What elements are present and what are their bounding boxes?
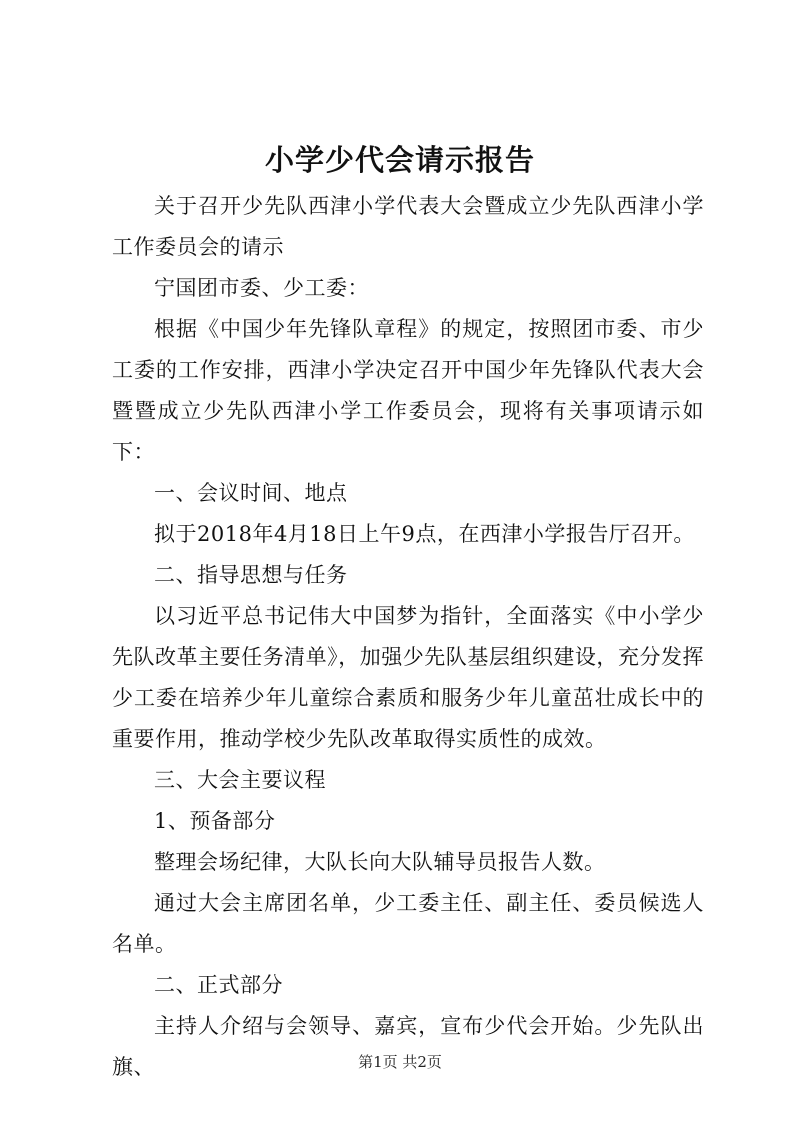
paragraph-formal-opening: 主持人介绍与会领导、嘉宾，宣布少代会开始。少先队出旗、 [112, 1014, 704, 1079]
paragraph-addressee: 宁国团市委、少工委： [154, 276, 369, 300]
paragraph-introduction: 根据《中国少年先锋队章程》的规定，按照团市委、市少工委的工作安排，西津小学决定召开中国少年先锋队代表大会暨暨成立少先队西津小学工作委员会，现将有关事项请示如下： [112, 317, 704, 464]
paragraph-time-place: 拟于2018年4月18日上午9点，在西津小学报告厅召开。 [154, 522, 695, 546]
section-heading-agenda: 三、大会主要议程 [154, 768, 326, 792]
paragraph-request-subject: 关于召开少先队西津小学代表大会暨成立少先队西津小学工作委员会的请示 [112, 194, 704, 259]
paragraph-guiding-thought: 以习近平总书记伟大中国梦为指针，全面落实《中小学少先队改革主要任务清单》，加强少先队基层组织建设，充分发挥少工委在培养少年儿童综合素质和服务少年儿童茁壮成长中的重要作用，推动学校少先队改革取得实质性的成效。 [112, 604, 704, 751]
section-heading-time-place: 一、会议时间、地点 [154, 481, 348, 505]
subsection-heading-preparation: 1、预备部分 [154, 809, 276, 833]
document-body [112, 186, 704, 1088]
paragraph-discipline: 整理会场纪律，大队长向大队辅导员报告人数。 [154, 850, 606, 874]
section-heading-guiding-thought: 二、指导思想与任务 [154, 563, 348, 587]
subsection-heading-formal: 二、正式部分 [154, 973, 283, 997]
paragraph-candidate-list: 通过大会主席团名单，少工委主任、副主任、委员候选人名单。 [112, 891, 704, 956]
page-footer: 第1页 共2页 [358, 1053, 442, 1071]
page-title: 小学少代会请示报告 [264, 143, 535, 177]
